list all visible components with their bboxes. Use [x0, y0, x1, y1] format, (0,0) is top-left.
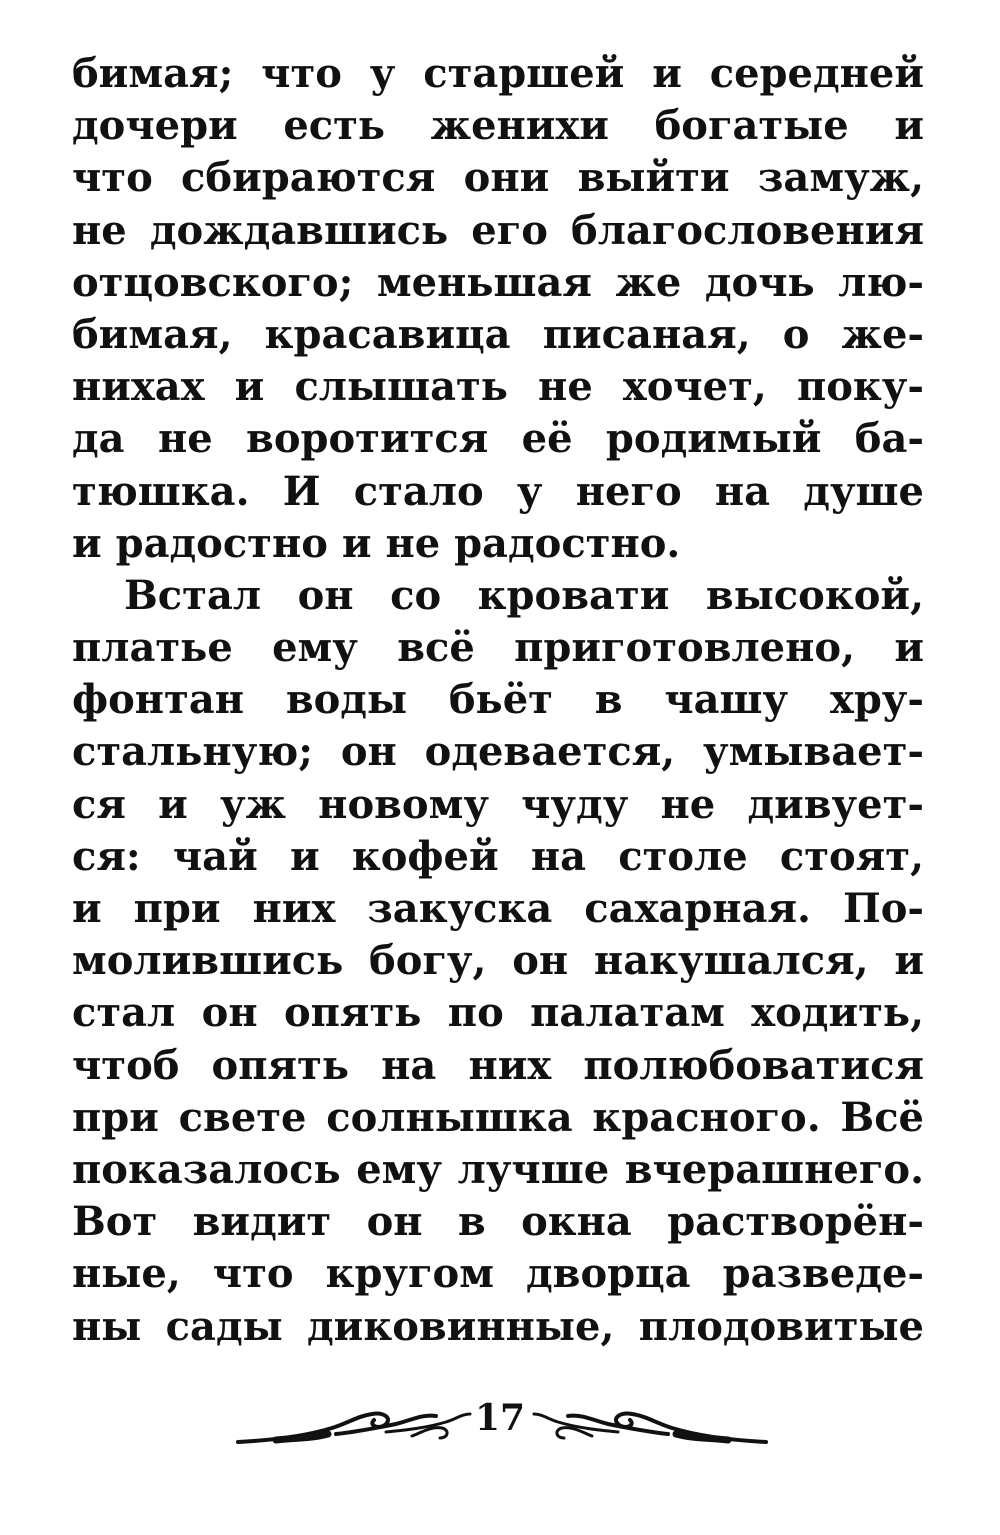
text-line: и при них закуска сахарная. По-	[72, 885, 924, 932]
text-line: стальную; он одевается, умывает-	[72, 728, 924, 776]
page-footer	[0, 1390, 1000, 1460]
page-number: 17	[474, 1397, 526, 1439]
text-line: фонтан воды бьёт в чашу хру-	[72, 676, 924, 724]
body-text	[72, 48, 924, 1353]
text-line: нихах и слышать не хочет, поку-	[72, 363, 924, 411]
text-line: да не воротится её родимый ба-	[72, 415, 924, 463]
paragraph-start-line: Встал он со кровати высокой,	[124, 571, 924, 619]
scroll-ornament-left-icon	[236, 1402, 476, 1450]
text-line: платье ему всё приготовлено, и	[72, 624, 924, 672]
text-line: бимая, красавица писаная, о же-	[72, 310, 924, 358]
text-line: не дождавшись его благословения	[72, 206, 924, 254]
text-line: что сбираются они выйти замуж,	[72, 154, 924, 202]
text-line: Вот видит он в окна растворён-	[72, 1198, 924, 1246]
text-line: ны сады диковинные, плодовитые	[72, 1302, 924, 1350]
paragraph-end-line: и радостно и не радостно.	[72, 519, 681, 567]
text-line: ные, что кругом дворца разведе-	[72, 1250, 924, 1298]
text-line: ся: чай и кофей на столе стоят,	[72, 832, 924, 880]
text-line: тюшка. И стало у него на душе	[72, 467, 924, 515]
text-line: при свете солнышка красного. Всё	[72, 1093, 924, 1141]
scroll-ornament-right-icon	[528, 1402, 768, 1450]
text-line: дочери есть женихи богатые и	[72, 102, 924, 150]
text-line: отцовского; меньшая же дочь лю-	[72, 258, 924, 306]
text-line: бимая; что у старшей и середней	[72, 50, 924, 97]
text-line: стал он опять по палатам ходить,	[72, 989, 924, 1037]
text-line: молившись богу, он накушался, и	[72, 937, 924, 985]
text-line: показалось ему лучше вчерашнего.	[72, 1145, 924, 1193]
text-line: ся и уж новому чуду не дивует-	[72, 780, 924, 828]
text-line: чтоб опять на них полюбоватися	[72, 1041, 924, 1089]
